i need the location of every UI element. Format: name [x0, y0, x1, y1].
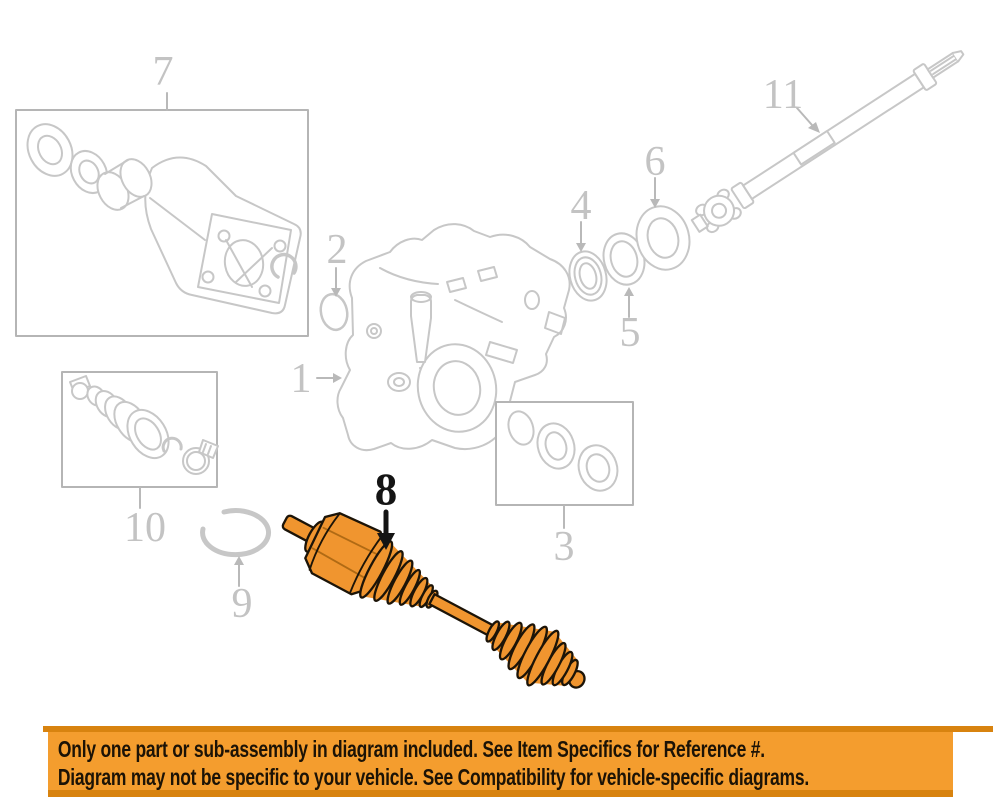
- part-11-driveshaft-drawing: [687, 39, 971, 239]
- part-9-snap-ring-drawing: [203, 511, 269, 555]
- part-3-seal-kit-drawing: [496, 402, 633, 505]
- part-label-1: 1: [290, 356, 312, 402]
- part-label-5: 5: [619, 310, 641, 356]
- part-label-6: 6: [644, 139, 666, 185]
- banner-line-1: Only one part or sub-assembly in diagram included. See Item Specifics for Reference #.: [57, 736, 765, 762]
- part-7-mount-bracket-kit-drawing: [16, 110, 308, 336]
- part-label-3: 3: [553, 524, 575, 570]
- part-label-7: 7: [152, 49, 174, 95]
- banner-body: [48, 732, 953, 790]
- banner-bottom-edge: [48, 790, 953, 797]
- part-label-11: 11: [762, 72, 804, 118]
- banner-line-2: Diagram may not be specific to your vehicle. See Compatibility for vehicle-specific diagrams.: [57, 764, 809, 790]
- part-label-10: 10: [124, 505, 166, 551]
- part-8-axle-shaft-drawing: [269, 490, 601, 710]
- part-label-8-highlighted: 8: [374, 464, 398, 515]
- part-label-9: 9: [231, 581, 253, 627]
- part-label-2: 2: [326, 227, 348, 273]
- part-10-cv-boot-kit-drawing: [62, 372, 218, 487]
- part-2-o-ring-drawing: [318, 292, 351, 333]
- part-label-4: 4: [570, 183, 592, 229]
